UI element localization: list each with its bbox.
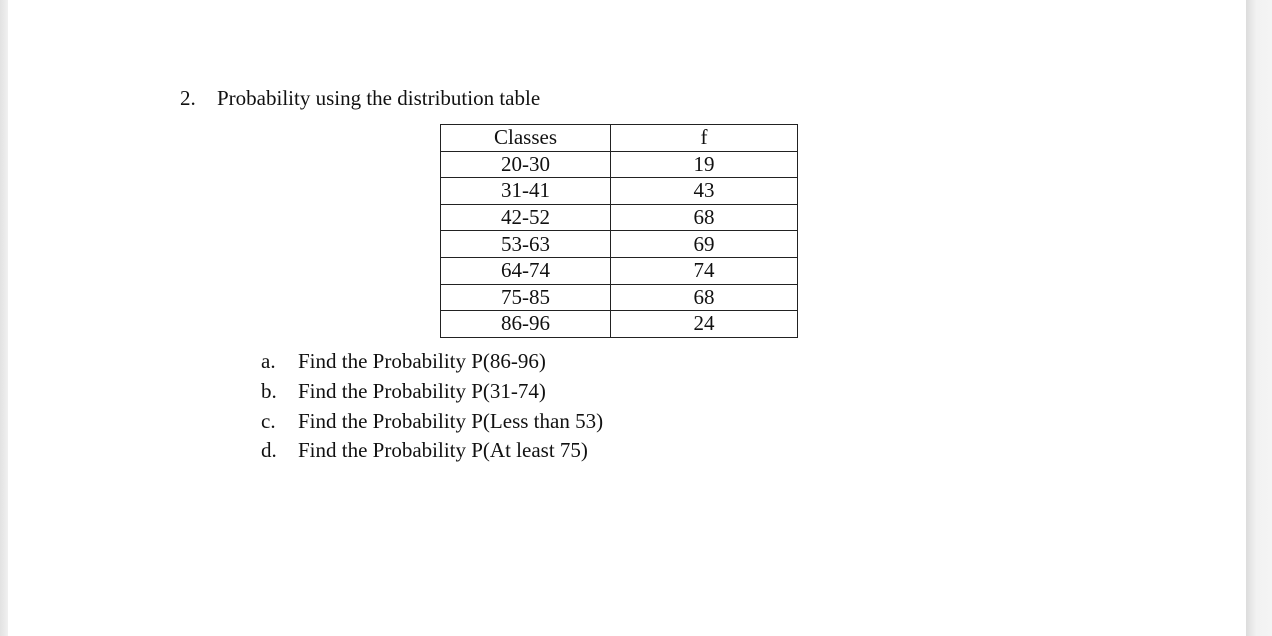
- frequency-cell: 24: [611, 311, 798, 338]
- table-header-row: [441, 125, 798, 152]
- subquestion-c: [261, 407, 603, 435]
- subquestion-letter: c.: [261, 409, 276, 433]
- frequency-cell: 68: [611, 284, 798, 311]
- frequency-cell: 69: [611, 231, 798, 258]
- class-cell: 86-96: [441, 311, 611, 338]
- subquestion-letter: d.: [261, 438, 277, 462]
- table-row: [441, 284, 798, 311]
- subquestion-a: [261, 347, 546, 375]
- frequency-header: f: [611, 125, 798, 152]
- class-cell: 20-30: [441, 151, 611, 178]
- frequency-cell: 19: [611, 151, 798, 178]
- subquestion-text: Find the Probability P(86-96): [298, 349, 546, 373]
- subquestion-letter: b.: [261, 379, 277, 403]
- table-row: [441, 311, 798, 338]
- table-row: [441, 204, 798, 231]
- frequency-cell: 43: [611, 178, 798, 205]
- class-cell: 53-63: [441, 231, 611, 258]
- frequency-cell: 68: [611, 204, 798, 231]
- question-number: 2.: [180, 86, 196, 110]
- subquestion-text: Find the Probability P(31-74): [298, 379, 546, 403]
- question-heading: [180, 84, 540, 112]
- class-cell: 75-85: [441, 284, 611, 311]
- question-title: Probability using the distribution table: [217, 86, 541, 110]
- class-cell: 31-41: [441, 178, 611, 205]
- classes-header: Classes: [441, 125, 611, 152]
- table-row: [441, 151, 798, 178]
- subquestion-text: Find the Probability P(At least 75): [298, 438, 588, 462]
- subquestion-text: Find the Probability P(Less than 53): [298, 409, 604, 433]
- table-row: [441, 231, 798, 258]
- page-shadow-left: [0, 0, 8, 636]
- class-cell: 42-52: [441, 204, 611, 231]
- page-shadow-right: [1246, 0, 1272, 636]
- subquestion-d: [261, 436, 588, 464]
- table-row: [441, 178, 798, 205]
- subquestion-b: [261, 377, 546, 405]
- subquestion-letter: a.: [261, 349, 276, 373]
- class-cell: 64-74: [441, 257, 611, 284]
- table-row: [441, 257, 798, 284]
- frequency-cell: 74: [611, 257, 798, 284]
- distribution-table: [440, 124, 798, 338]
